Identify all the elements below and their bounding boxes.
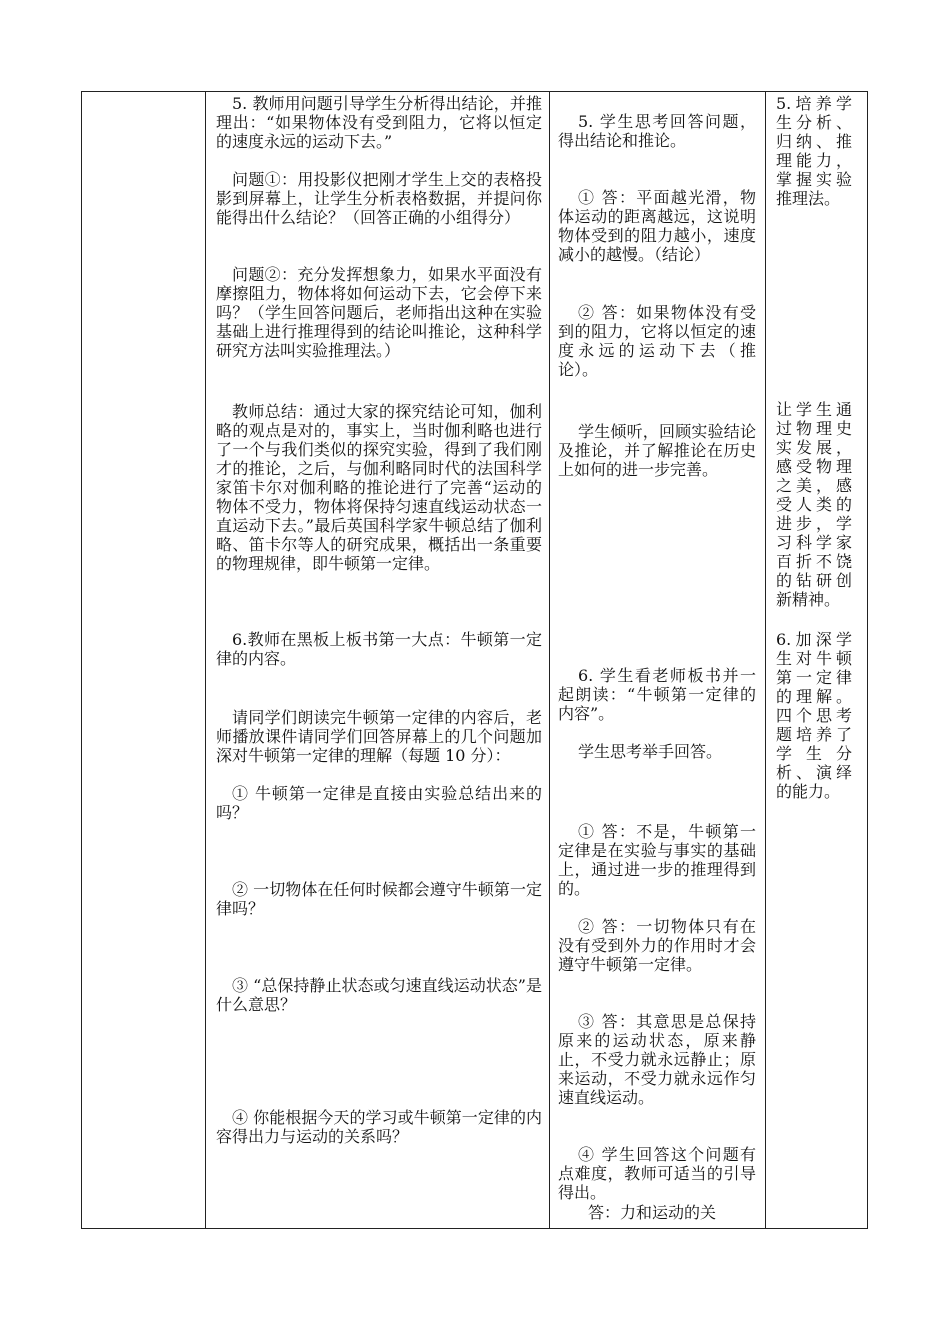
student-step5-heading: 5. 学生思考回答问题，得出结论和推论。: [558, 112, 756, 150]
student-answer-2: ② 答：如果物体没有受到的阻力，它将以恒定的速度永远的运动下去（推论）。: [558, 303, 756, 379]
teacher-think-question-1: ① 牛顿第一定律是直接由实验总结出来的吗？: [216, 784, 542, 822]
teacher-step6-heading: 6.教师在黑板上板书第一大点：牛顿第一定律的内容。: [216, 630, 542, 668]
column-divider-2: [549, 91, 550, 1229]
teacher-think-question-3: ③ “总保持静止状态或匀速直线运动状态”是什么意思？: [216, 976, 542, 1014]
student-think-answer: 学生思考举手回答。: [578, 742, 723, 761]
teacher-summary: 教师总结：通过大家的探究结论可知，伽利略的观点是对的，事实上，当时伽利略也进行了一个与我们类似的探究实验，得到了我们刚才的推论，之后，与伽利略同时代的法国科学家笛卡尔对伽利略的推论进行了完善“运动的物体不受力，物体将保持匀速直线运动状态一直运动下去。”最后英国科学家牛顿总结了伽利略、笛卡尔等人的研究成果，概括出一条重要的物理规律，即牛顿第一定律。: [216, 402, 542, 573]
student-think-answer-2: ② 答：一切物体只有在没有受到外力的作用时才会遵守牛顿第一定律。: [558, 917, 756, 974]
column-divider-right: [867, 91, 868, 1229]
teacher-think-question-2: ② 一切物体在任何时候都会遵守牛顿第一定律吗？: [216, 880, 542, 918]
intent-history: 让学生通过物理史实发展，感受物理之美，感受人类的进步，学习科学家百折不饶的钻研创新精神。: [776, 400, 852, 609]
column-divider-left: [81, 91, 82, 1229]
student-answer-1: ① 答：平面越光滑，物体运动的距离越远，这说明物体受到的阻力越小，速度减小的越慢。（结论）: [558, 188, 756, 264]
intent-step6: 6.加深学生对牛顿第一定律的理解。四个思考题培养了学生分析、演绎的能力。: [776, 630, 852, 801]
table-top-border: [81, 91, 868, 92]
teacher-question-2: 问题②：充分发挥想象力，如果水平面没有摩擦阻力，物体将如何运动下去，它会停下来吗？（学生回答问题后，老师指出这种在实验基础上进行推理得到的结论叫推论，这种科学研究方法叫实验推理法。）: [216, 265, 542, 360]
table-bottom-border: [81, 1228, 868, 1229]
teacher-step5-heading: 5. 教师用问题引导学生分析得出结论，并推理出：“如果物体没有受到阻力，它将以恒定的速度永远的运动下去。”: [216, 94, 542, 151]
student-think-answer-4: ④ 学生回答这个问题有点难度，教师可适当的引导得出。: [558, 1145, 756, 1202]
column-divider-3: [765, 91, 766, 1229]
teacher-question-1: 问题①：用投影仪把刚才学生上交的表格投影到屏幕上，让学生分析表格数据，并提问你能得出什么结论？（回答正确的小组得分）: [216, 170, 542, 227]
student-think-answer-4-continued: 答：力和运动的关: [588, 1203, 717, 1222]
intent-step5: 5.培养学生分析、归纳、推理能力，掌握实验推理法。: [776, 94, 852, 208]
student-think-answer-1: ① 答：不是，牛顿第一定律是在实验与事实的基础上，通过进一步的推理得到的。: [558, 822, 756, 898]
column-divider-1: [205, 91, 206, 1229]
student-listen: 学生倾听，回顾实验结论及推论，并了解推论在历史上如何的进一步完善。: [558, 422, 756, 479]
student-think-answer-3: ③ 答：其意思是总保持原来的运动状态，原来静止，不受力就永远静止；原来运动，不受力就永远作匀速直线运动。: [558, 1012, 756, 1107]
student-step6-heading: 6. 学生看老师板书并一起朗读：“牛顿第一定律的内容”。: [558, 666, 756, 723]
teacher-step6-intro: 请同学们朗读完牛顿第一定律的内容后，老师播放课件请同学们回答屏幕上的几个问题加深对牛顿第一定律的理解（每题 10 分）：: [216, 708, 542, 765]
teacher-think-question-4: ④ 你能根据今天的学习或牛顿第一定律的内容得出力与运动的关系吗？: [216, 1108, 542, 1146]
